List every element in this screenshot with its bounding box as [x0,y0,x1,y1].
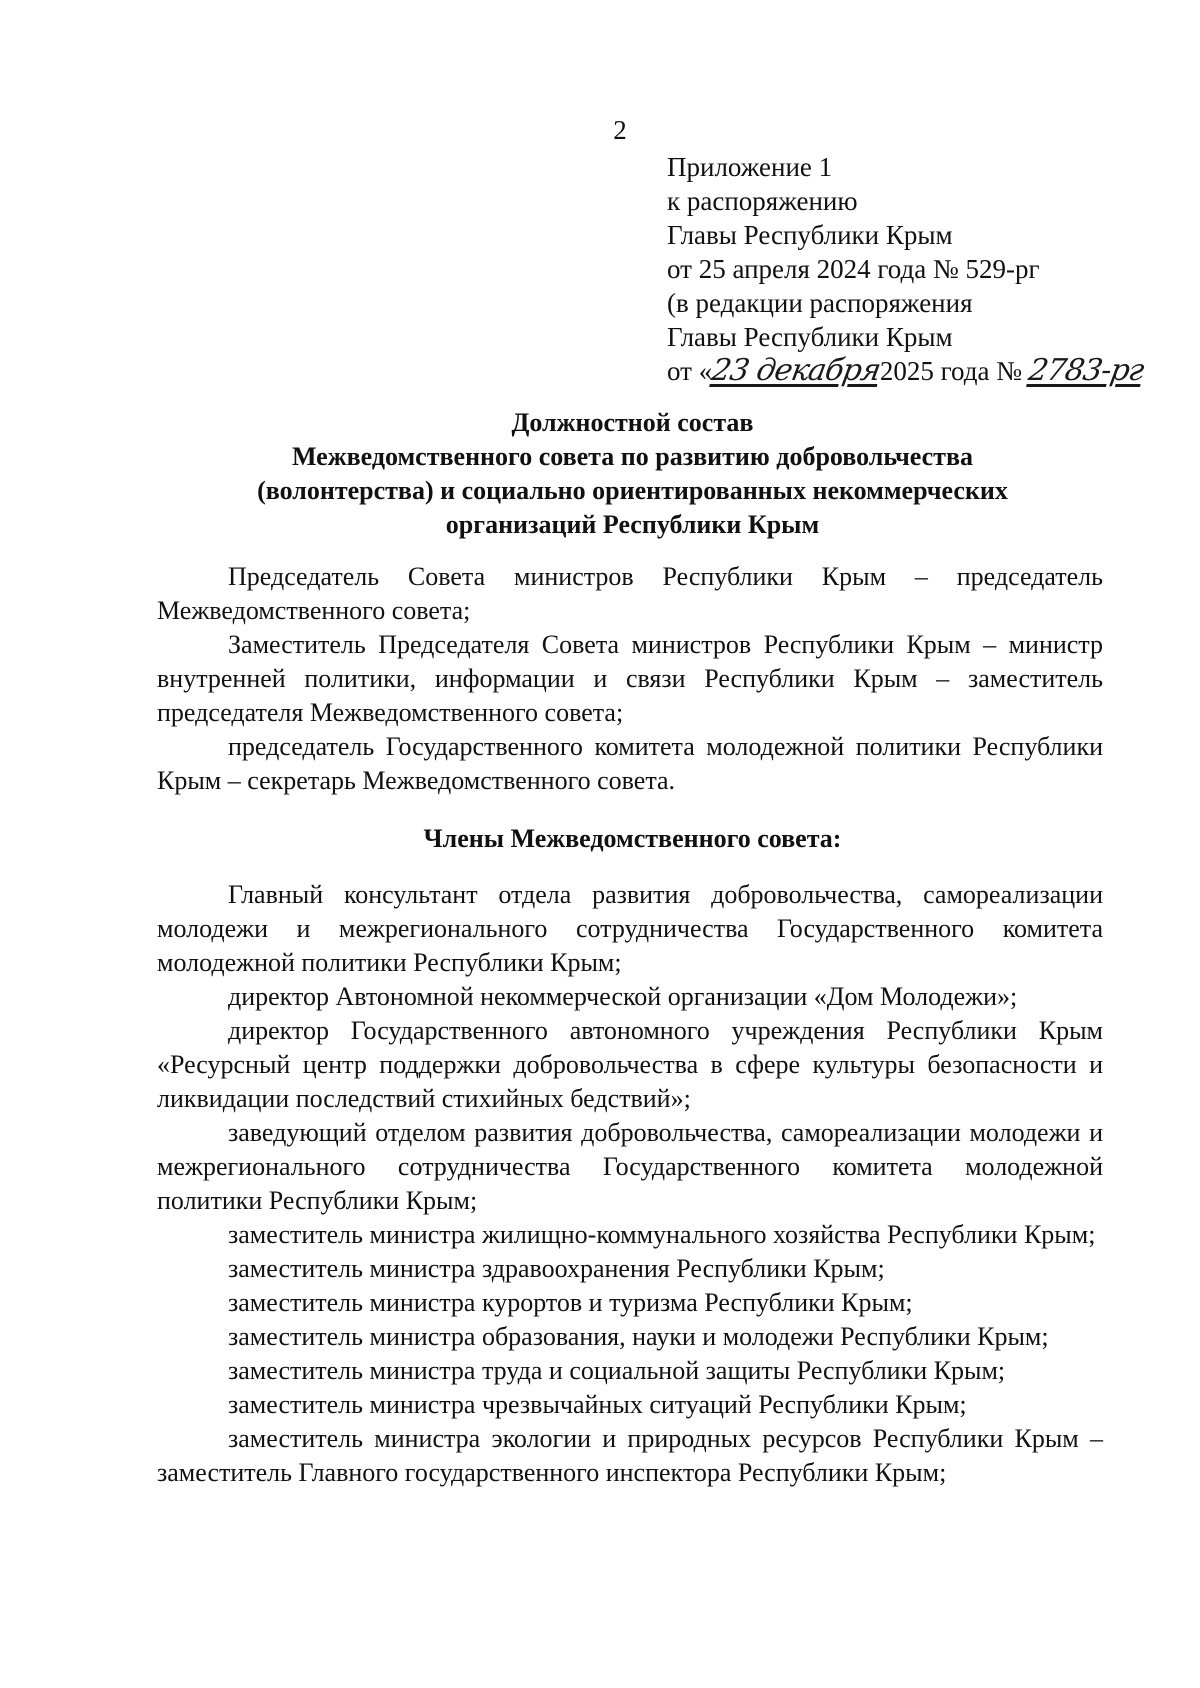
member-paragraph: заведующий отделом развития добровольчества, самореализации молодежи и межрегионального сотрудничества Государственного комитета молодежной политики Республики Крым; [157,1118,1103,1215]
member-paragraph: заместитель министра труда и социальной защиты Республики Крым; [228,1356,1006,1385]
member-paragraph: Главный консультант отдела развития добровольчества, самореализации молодежи и межрегионального сотрудничества Государственного комитета молодежной политики Республики Крым; [157,880,1103,977]
officers-list [157,560,1103,798]
member-paragraph: директор Автономной некоммерческой организации «Дом Молодежи»; [228,982,1018,1011]
appendix-line: от 25 апреля 2024 года № 529-рг [667,254,1040,284]
date-prefix: от « [667,356,713,386]
member-paragraph: заместитель министра чрезвычайных ситуаций Республики Крым; [228,1390,967,1419]
title-line: (волонтерства) и социально ориентированных некоммерческих [257,476,1008,505]
appendix-line: Приложение 1 [667,152,833,182]
appendix-date-line [667,354,1187,388]
appendix-line: Главы Республики Крым [667,322,953,352]
officer-paragraph: Председатель Совета министров Республики Крым – председатель Межведомственного совета; [157,562,1103,625]
appendix-line: к распоряжению [667,186,858,216]
members-heading: Члены Межведомственного совета: [423,824,842,853]
members-list [157,878,1103,1490]
title-line: организаций Республики Крым [445,510,820,539]
appendix-block [667,150,1187,388]
member-paragraph: заместитель министра жилищно-коммунального хозяйства Республики Крым; [228,1220,1096,1249]
officer-paragraph: председатель Государственного комитета молодежной политики Республики Крым – секретарь Межведомственного совета. [157,732,1103,795]
member-paragraph: заместитель министра образования, науки и молодежи Республики Крым; [228,1322,1049,1351]
appendix-line: (в редакции распоряжения [667,288,973,318]
page-number: 2 [613,115,627,145]
member-paragraph: заместитель министра экологии и природных ресурсов Республики Крым – заместитель Главного государственного инспектора Республики Крым; [157,1424,1103,1487]
document-title [150,406,1115,542]
officer-paragraph: Заместитель Председателя Совета министров Республики Крым – министр внутренней политики, информации и связи Республики Крым – заместитель председателя Межведомственного совета; [157,630,1103,727]
handwritten-date: 23 декабря [709,353,884,388]
member-paragraph: заместитель министра курортов и туризма Республики Крым; [228,1288,913,1317]
member-paragraph: директор Государственного автономного учреждения Республики Крым «Ресурсный центр поддержки добровольчества в сфере культуры безопасности и ликвидации последствий стихийных бедствий»; [157,1016,1103,1113]
title-line: Межведомственного совета по развитию добровольчества [291,442,973,471]
handwritten-number: 2783-рг [1025,353,1146,388]
title-line: Должностной состав [511,408,754,437]
member-paragraph: заместитель министра здравоохранения Республики Крым; [228,1254,885,1283]
date-suffix: 2025 года № [879,356,1029,386]
appendix-line: Главы Республики Крым [667,220,953,250]
